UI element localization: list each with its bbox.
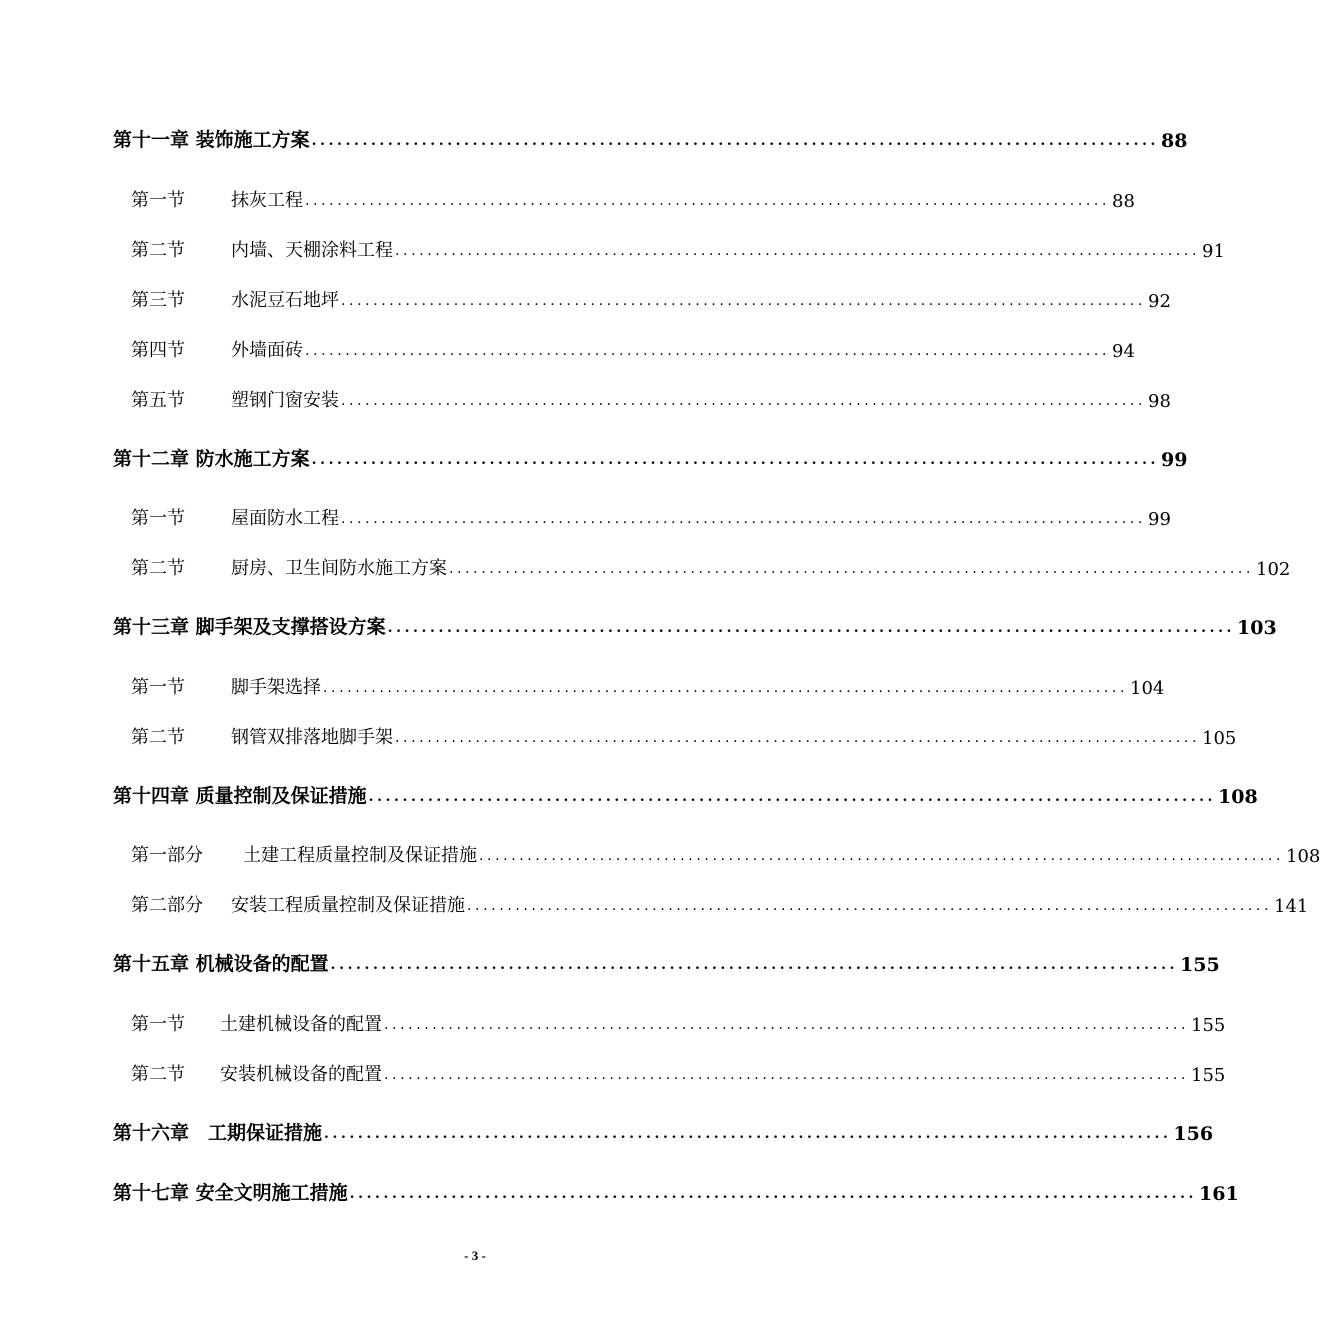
toc-section-number: 第一节 (131, 508, 185, 529)
toc-page-number: 88 (1112, 191, 1135, 212)
toc-entry-title (131, 386, 339, 412)
toc-dot-leader: .................................................................................................... (324, 1126, 1172, 1142)
toc-entry-title: 第十五章 机械设备的配置 (113, 953, 329, 975)
toc-section-number: 第二节 (131, 558, 185, 579)
toc-entry-title (131, 1010, 382, 1036)
toc-section-name: 土建机械设备的配置 (220, 1014, 382, 1035)
toc-section-number: 第一部分 (131, 845, 203, 866)
toc-chapter-entry[interactable] (113, 118, 1188, 152)
toc-section-entry[interactable] (131, 378, 1171, 412)
toc-page-number: 155 (1191, 1065, 1226, 1086)
toc-entry-title: 第十六章 工期保证措施 (113, 1122, 323, 1144)
toc-dot-leader: .................................................................................................... (384, 1017, 1190, 1033)
toc-section-name: 土建工程质量控制及保证措施 (243, 845, 477, 866)
toc-page-number: 102 (1256, 559, 1291, 580)
toc-chapter-entry[interactable] (113, 605, 1277, 639)
toc-section-name: 安装工程质量控制及保证措施 (231, 895, 465, 916)
toc-entry-title: 第十二章 防水施工方案 (113, 448, 310, 470)
toc-section-entry[interactable] (131, 1002, 1226, 1036)
toc-chapter-entry[interactable] (113, 437, 1188, 471)
toc-entry-title (131, 891, 465, 917)
toc-section-name: 钢管双排落地脚手架 (231, 727, 393, 748)
toc-entry-title (131, 504, 339, 530)
toc-section-number: 第四节 (131, 340, 185, 361)
toc-page-number: 141 (1274, 896, 1309, 917)
toc-section-entry[interactable] (131, 546, 1291, 580)
toc-entry-title: 第十一章 装饰施工方案 (113, 129, 310, 151)
toc-entry-title (131, 186, 303, 212)
toc-page-number: 92 (1148, 291, 1171, 312)
toc-page-number: 108 (1218, 786, 1258, 808)
toc-section-name: 脚手架选择 (231, 677, 321, 698)
toc-dot-leader: .................................................................................................... (323, 680, 1129, 696)
toc-section-entry[interactable] (131, 278, 1171, 312)
toc-dot-leader: .................................................................................................... (479, 848, 1285, 864)
toc-section-number: 第二部分 (131, 895, 203, 916)
toc-section-entry[interactable] (131, 328, 1135, 362)
toc-dot-leader: .................................................................................................... (341, 511, 1147, 527)
toc-dot-leader: .................................................................................................... (341, 393, 1147, 409)
toc-dot-leader: .................................................................................................... (305, 193, 1111, 209)
toc-page-number: 99 (1148, 509, 1171, 530)
toc-chapter-entry[interactable] (113, 1111, 1214, 1145)
toc-chapter-entry[interactable] (113, 1171, 1239, 1205)
toc-page-number: 91 (1202, 241, 1225, 262)
toc-section-number: 第二节 (131, 240, 185, 261)
toc-section-number: 第一节 (131, 677, 185, 698)
toc-section-name: 内墙、天棚涂料工程 (231, 240, 393, 261)
toc-section-name: 厨房、卫生间防水施工方案 (231, 558, 447, 579)
toc-section-entry[interactable] (131, 715, 1237, 749)
toc-section-name: 外墙面砖 (231, 340, 303, 361)
toc-dot-leader: .................................................................................................... (311, 452, 1160, 468)
toc-page-number: 155 (1180, 954, 1220, 976)
toc-page-number: 108 (1286, 846, 1320, 867)
toc-section-entry[interactable] (131, 496, 1171, 530)
toc-section-number: 第五节 (131, 390, 185, 411)
toc-section-entry[interactable] (131, 1052, 1226, 1086)
page-number: - 3 - (464, 1248, 486, 1263)
toc-dot-leader: .................................................................................................... (467, 898, 1273, 914)
toc-dot-leader: .................................................................................................... (341, 293, 1147, 309)
toc-dot-leader: .................................................................................................... (368, 789, 1217, 805)
toc-section-name: 塑钢门窗安装 (231, 390, 339, 411)
toc-section-entry[interactable] (131, 665, 1165, 699)
toc-section-number: 第二节 (131, 1064, 185, 1085)
toc-entry-title (131, 723, 393, 749)
toc-page-number: 103 (1237, 617, 1277, 639)
toc-section-name: 抹灰工程 (231, 190, 303, 211)
toc-section-name: 屋面防水工程 (231, 508, 339, 529)
toc-dot-leader: .................................................................................................... (395, 243, 1201, 259)
toc-page-number: 105 (1202, 728, 1237, 749)
toc-section-entry[interactable] (131, 228, 1225, 262)
toc-entry-title (131, 336, 303, 362)
toc-page-number: 156 (1173, 1123, 1214, 1145)
toc-entry-title: 第十四章 质量控制及保证措施 (113, 785, 367, 807)
toc-section-number: 第一节 (131, 1014, 185, 1035)
toc-page-number: 98 (1148, 391, 1171, 412)
toc-entry-title (131, 1060, 382, 1086)
toc-section-number: 第三节 (131, 290, 185, 311)
toc-entry-title (131, 554, 447, 580)
toc-dot-leader: .................................................................................................... (384, 1067, 1190, 1083)
toc-dot-leader: .................................................................................................... (449, 561, 1255, 577)
toc-page-number: 155 (1191, 1015, 1226, 1036)
toc-entry-title (131, 673, 321, 699)
toc-entry-title (131, 286, 339, 312)
toc-dot-leader: .................................................................................................... (395, 730, 1201, 746)
toc-chapter-entry[interactable] (113, 942, 1220, 976)
toc-dot-leader: .................................................................................................... (311, 133, 1160, 149)
toc-dot-leader: .................................................................................................... (305, 343, 1111, 359)
toc-entry-title: 第十三章 脚手架及支撑搭设方案 (113, 616, 386, 638)
toc-section-name: 安装机械设备的配置 (220, 1064, 382, 1085)
toc-chapter-entry[interactable] (113, 774, 1258, 808)
toc-dot-leader: .................................................................................................... (387, 620, 1236, 636)
toc-entry-title (131, 236, 393, 262)
toc-dot-leader: .................................................................................................... (330, 957, 1179, 973)
toc-section-entry[interactable] (131, 883, 1309, 917)
toc-page-number: 94 (1112, 341, 1135, 362)
toc-page-number: 104 (1130, 678, 1165, 699)
toc-section-entry[interactable] (131, 178, 1135, 212)
toc-page-number: 88 (1161, 130, 1188, 152)
toc-section-number: 第一节 (131, 190, 185, 211)
toc-page-number: 99 (1161, 449, 1188, 471)
toc-dot-leader: .................................................................................................... (349, 1186, 1198, 1202)
toc-section-entry[interactable] (131, 833, 1320, 867)
toc-entry-title (131, 841, 477, 867)
toc-entry-title: 第十七章 安全文明施工措施 (113, 1182, 348, 1204)
toc-page-number: 161 (1199, 1183, 1239, 1205)
toc-section-name: 水泥豆石地坪 (231, 290, 339, 311)
toc-section-number: 第二节 (131, 727, 185, 748)
